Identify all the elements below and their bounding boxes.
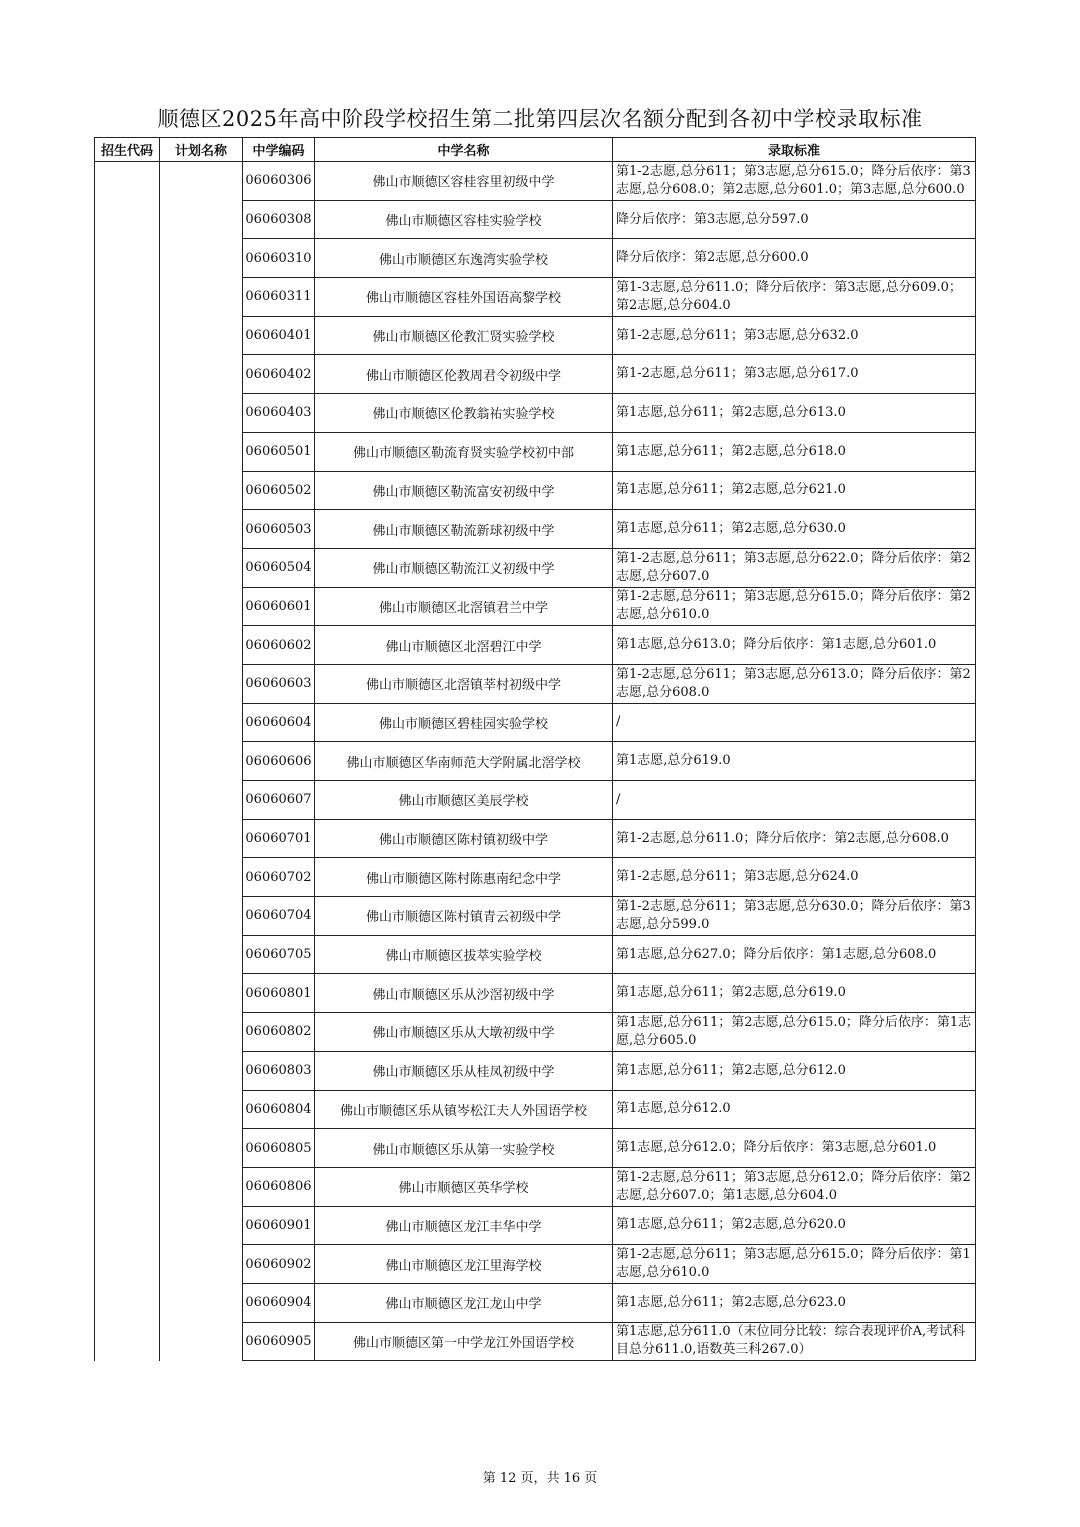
header-plan-name: 计划名称 bbox=[160, 138, 243, 162]
school-code-cell: 06060802 bbox=[243, 1013, 315, 1052]
school-name-cell: 佛山市顺德区美辰学校 bbox=[315, 781, 613, 820]
school-name-cell: 佛山市顺德区北滘镇君兰中学 bbox=[315, 587, 613, 626]
school-code-cell: 06060308 bbox=[243, 200, 315, 239]
header-school-code: 中学编码 bbox=[243, 138, 315, 162]
school-name-cell: 佛山市顺德区陈村镇青云初级中学 bbox=[315, 897, 613, 936]
school-name-cell: 佛山市顺德区碧桂园实验学校 bbox=[315, 703, 613, 742]
school-code-cell: 06060401 bbox=[243, 316, 315, 355]
admission-standard-cell: 第1志愿,总分611；第2志愿,总分623.0 bbox=[613, 1283, 976, 1322]
header-admission-standard: 录取标准 bbox=[613, 138, 976, 162]
school-name-cell: 佛山市顺德区勒流富安初级中学 bbox=[315, 471, 613, 510]
school-name-cell: 佛山市顺德区伦教周君令初级中学 bbox=[315, 355, 613, 394]
school-name-cell: 佛山市顺德区勒流新球初级中学 bbox=[315, 510, 613, 549]
school-name-cell: 佛山市顺德区陈村镇初级中学 bbox=[315, 819, 613, 858]
admission-standard-cell: 第1志愿,总分613.0；降分后依序：第1志愿,总分601.0 bbox=[613, 626, 976, 665]
school-code-cell: 06060804 bbox=[243, 1090, 315, 1129]
header-enroll-code: 招生代码 bbox=[95, 138, 160, 162]
admission-standard-cell: 第1志愿,总分611；第2志愿,总分620.0 bbox=[613, 1206, 976, 1245]
school-name-cell: 佛山市顺德区乐从大墩初级中学 bbox=[315, 1013, 613, 1052]
school-code-cell: 06060607 bbox=[243, 781, 315, 820]
admission-standard-cell: 第1志愿,总分627.0；降分后依序：第1志愿,总分608.0 bbox=[613, 935, 976, 974]
school-code-cell: 06060310 bbox=[243, 239, 315, 278]
school-name-cell: 佛山市顺德区容桂外国语高黎学校 bbox=[315, 278, 613, 317]
school-code-cell: 06060306 bbox=[243, 162, 315, 201]
school-code-cell: 06060806 bbox=[243, 1167, 315, 1206]
admission-standard-cell: 第1志愿,总分611；第2志愿,总分613.0 bbox=[613, 394, 976, 433]
admission-standard-cell: / bbox=[613, 703, 976, 742]
school-code-cell: 06060503 bbox=[243, 510, 315, 549]
school-name-cell: 佛山市顺德区东逸湾实验学校 bbox=[315, 239, 613, 278]
school-code-cell: 06060904 bbox=[243, 1283, 315, 1322]
school-code-cell: 06060902 bbox=[243, 1245, 315, 1284]
admission-standard-cell: 降分后依序：第2志愿,总分600.0 bbox=[613, 239, 976, 278]
school-code-cell: 06060501 bbox=[243, 432, 315, 471]
school-name-cell: 佛山市顺德区勒流育贤实验学校初中部 bbox=[315, 432, 613, 471]
school-name-cell: 佛山市顺德区第一中学龙江外国语学校 bbox=[315, 1322, 613, 1361]
document-title: 顺德区2025年高中阶段学校招生第二批第四层次名额分配到各初中学校录取标准 bbox=[157, 107, 923, 131]
admission-standard-cell: 第1-2志愿,总分611；第3志愿,总分612.0；降分后依序：第2志愿,总分607.0；第1志愿,总分604.0 bbox=[613, 1167, 976, 1206]
admission-standard-cell: 第1-2志愿,总分611；第3志愿,总分615.0；降分后依序：第3志愿,总分608.0；第2志愿,总分601.0；第3志愿,总分600.0 bbox=[613, 162, 976, 201]
admission-standard-cell: 第1志愿,总分611.0（末位同分比较：综合表现评价A,考试科目总分611.0,语数英三科267.0） bbox=[613, 1322, 976, 1361]
admission-standard-cell: 第1志愿,总分611；第2志愿,总分621.0 bbox=[613, 471, 976, 510]
school-name-cell: 佛山市顺德区乐从镇岑松江夫人外国语学校 bbox=[315, 1090, 613, 1129]
school-code-cell: 06060905 bbox=[243, 1322, 315, 1361]
enroll-code-cell bbox=[95, 162, 160, 1361]
admission-standard-cell: 第1-2志愿,总分611；第3志愿,总分630.0；降分后依序：第3志愿,总分599.0 bbox=[613, 897, 976, 936]
school-code-cell: 06060705 bbox=[243, 935, 315, 974]
admission-standard-cell: 第1-2志愿,总分611；第3志愿,总分632.0 bbox=[613, 316, 976, 355]
admission-standard-cell: 第1志愿,总分611；第2志愿,总分615.0；降分后依序：第1志愿,总分605.0 bbox=[613, 1013, 976, 1052]
school-code-cell: 06060403 bbox=[243, 394, 315, 433]
admission-standard-cell: 第1-2志愿,总分611；第3志愿,总分622.0；降分后依序：第2志愿,总分607.0 bbox=[613, 548, 976, 587]
table-body bbox=[95, 162, 976, 1361]
plan-name-cell bbox=[160, 162, 243, 1361]
school-name-cell: 佛山市顺德区乐从桂凤初级中学 bbox=[315, 1051, 613, 1090]
admission-standard-cell: 降分后依序：第3志愿,总分597.0 bbox=[613, 200, 976, 239]
school-code-cell: 06060603 bbox=[243, 664, 315, 703]
school-code-cell: 06060801 bbox=[243, 974, 315, 1013]
school-name-cell: 佛山市顺德区伦教翁祐实验学校 bbox=[315, 394, 613, 433]
school-code-cell: 06060704 bbox=[243, 897, 315, 936]
school-code-cell: 06060803 bbox=[243, 1051, 315, 1090]
school-code-cell: 06060602 bbox=[243, 626, 315, 665]
school-name-cell: 佛山市顺德区龙江里海学校 bbox=[315, 1245, 613, 1284]
admission-standard-cell: / bbox=[613, 781, 976, 820]
admission-standard-cell: 第1-2志愿,总分611.0；降分后依序：第2志愿,总分608.0 bbox=[613, 819, 976, 858]
admission-standard-cell: 第1志愿,总分619.0 bbox=[613, 742, 976, 781]
school-name-cell: 佛山市顺德区北滘碧江中学 bbox=[315, 626, 613, 665]
admission-standard-cell: 第1志愿,总分611；第2志愿,总分630.0 bbox=[613, 510, 976, 549]
admission-standard-cell: 第1志愿,总分611；第2志愿,总分619.0 bbox=[613, 974, 976, 1013]
school-name-cell: 佛山市顺德区龙江龙山中学 bbox=[315, 1283, 613, 1322]
admission-standard-cell: 第1-2志愿,总分611；第3志愿,总分615.0；降分后依序：第1志愿,总分610.0 bbox=[613, 1245, 976, 1284]
school-name-cell: 佛山市顺德区伦教汇贤实验学校 bbox=[315, 316, 613, 355]
school-name-cell: 佛山市顺德区容桂容里初级中学 bbox=[315, 162, 613, 201]
school-name-cell: 佛山市顺德区乐从第一实验学校 bbox=[315, 1129, 613, 1168]
table-row bbox=[95, 162, 976, 201]
school-name-cell: 佛山市顺德区乐从沙滘初级中学 bbox=[315, 974, 613, 1013]
school-code-cell: 06060502 bbox=[243, 471, 315, 510]
admission-standard-cell: 第1-3志愿,总分611.0；降分后依序：第3志愿,总分609.0；第2志愿,总分604.0 bbox=[613, 278, 976, 317]
school-code-cell: 06060601 bbox=[243, 587, 315, 626]
school-code-cell: 06060701 bbox=[243, 819, 315, 858]
admission-standard-cell: 第1-2志愿,总分611；第3志愿,总分615.0；降分后依序：第2志愿,总分610.0 bbox=[613, 587, 976, 626]
table-header-row bbox=[95, 138, 976, 162]
school-name-cell: 佛山市顺德区北滘镇莘村初级中学 bbox=[315, 664, 613, 703]
school-code-cell: 06060805 bbox=[243, 1129, 315, 1168]
school-name-cell: 佛山市顺德区英华学校 bbox=[315, 1167, 613, 1206]
school-name-cell: 佛山市顺德区容桂实验学校 bbox=[315, 200, 613, 239]
school-name-cell: 佛山市顺德区勒流江义初级中学 bbox=[315, 548, 613, 587]
admission-standard-cell: 第1-2志愿,总分611；第3志愿,总分617.0 bbox=[613, 355, 976, 394]
school-code-cell: 06060702 bbox=[243, 858, 315, 897]
school-code-cell: 06060311 bbox=[243, 278, 315, 317]
school-name-cell: 佛山市顺德区陈村陈惠南纪念中学 bbox=[315, 858, 613, 897]
school-name-cell: 佛山市顺德区华南师范大学附属北滘学校 bbox=[315, 742, 613, 781]
admission-standard-cell: 第1-2志愿,总分611；第3志愿,总分624.0 bbox=[613, 858, 976, 897]
school-name-cell: 佛山市顺德区拔萃实验学校 bbox=[315, 935, 613, 974]
admission-standard-cell: 第1志愿,总分611；第2志愿,总分618.0 bbox=[613, 432, 976, 471]
header-school-name: 中学名称 bbox=[315, 138, 613, 162]
admission-standard-cell: 第1志愿,总分611；第2志愿,总分612.0 bbox=[613, 1051, 976, 1090]
school-code-cell: 06060402 bbox=[243, 355, 315, 394]
admission-standard-cell: 第1-2志愿,总分611；第3志愿,总分613.0；降分后依序：第2志愿,总分608.0 bbox=[613, 664, 976, 703]
school-code-cell: 06060901 bbox=[243, 1206, 315, 1245]
admission-standard-cell: 第1志愿,总分612.0 bbox=[613, 1090, 976, 1129]
school-code-cell: 06060504 bbox=[243, 548, 315, 587]
admission-standard-cell: 第1志愿,总分612.0；降分后依序：第3志愿,总分601.0 bbox=[613, 1129, 976, 1168]
admission-table bbox=[94, 137, 976, 1361]
school-name-cell: 佛山市顺德区龙江丰华中学 bbox=[315, 1206, 613, 1245]
school-code-cell: 06060606 bbox=[243, 742, 315, 781]
school-code-cell: 06060604 bbox=[243, 703, 315, 742]
page-footer: 第 12 页，共 16 页 bbox=[482, 1471, 598, 1486]
